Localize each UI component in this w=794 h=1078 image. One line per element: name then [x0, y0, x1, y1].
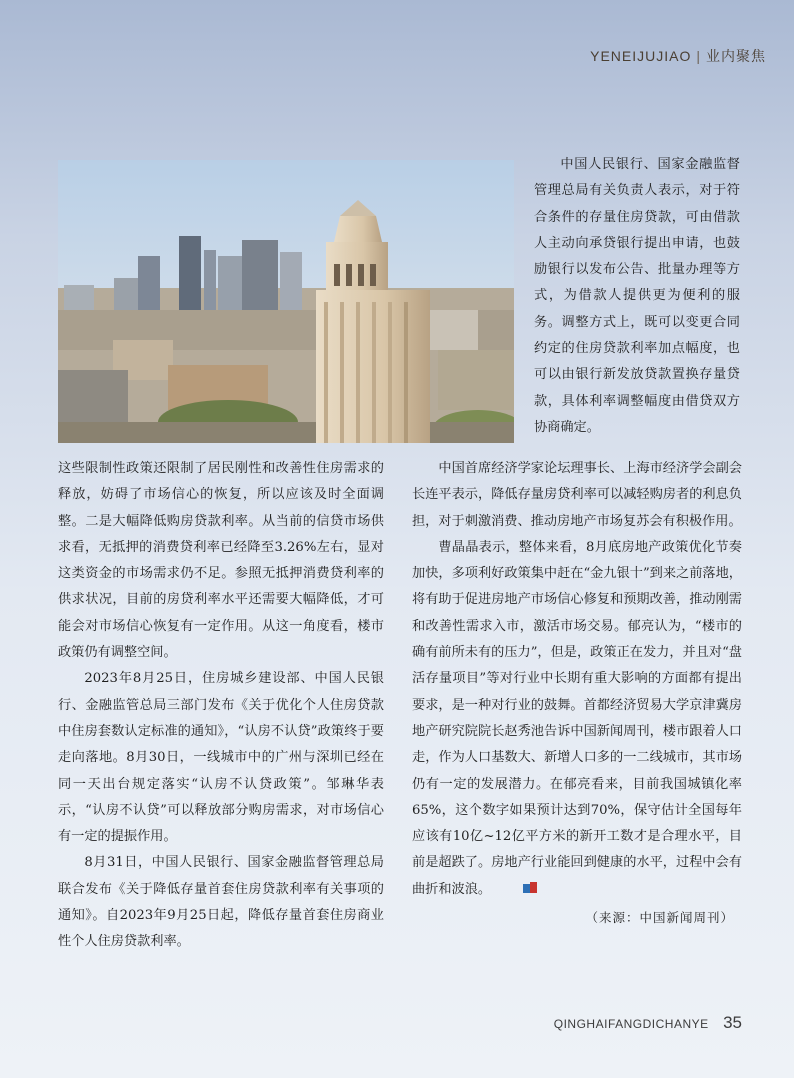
page-header	[590, 46, 766, 66]
city-skyline-photo	[58, 160, 514, 443]
article-column-left	[58, 456, 384, 956]
paragraph-text: 曹晶晶表示，整体来看，8月底房地产政策优化节奏加快，多项利好政策集中赶在“金九银十”到来之前落地，将有助于促进房地产市场信心修复和预期改善，推动刚需和改善性需求入市，激活市场交易。郁亮认为，“楼市的确有前所未有的压力”，但是，政策正在发力，并且对“盘活存量项目”等对行业中长期有重大影响的方面都有提出要求，是一种对行业的鼓舞。首都经济贸易大学京津冀房地产研究院院长赵秀池告诉中国新闻周刊，楼市跟着人口走，作为人口基数大、新增人口多的一二线城市，其市场仍有一定的发展潜力。在郁亮看来，目前我国城镇化率65%，这个数字如果预计达到70%，保守估计全国每年应该有10亿~12亿平方米的新开工数才是合理水平，目前是超跌了。房地产行业能回到健康的水平，过程中会有曲折和波浪。	[412, 539, 742, 897]
article-column-right	[412, 456, 742, 931]
paragraph: 2023年8月25日，住房城乡建设部、中国人民银行、金融监管总局三部门发布《关于优化个人住房贷款中住房套数认定标准的通知》，“认房不认贷”政策终于要走向落地。8月30日，一线城市中的广州与深圳已经在同一天出台规定落实“认房不认贷政策”。邹琳华表示，“认房不认贷”可以释放部分购房需求，对市场信心有一定的提振作用。	[58, 671, 384, 845]
end-mark-icon	[495, 879, 537, 905]
header-separator: |	[696, 48, 701, 64]
paragraph	[412, 535, 742, 905]
article-source: （来源：中国新闻周刊）	[585, 911, 734, 926]
paragraph: 8月31日，中国人民银行、国家金融监督管理总局联合发布《关于降低存量首套住房贷款利率有关事项的通知》。自2023年9月25日起，降低存量首套住房商业性个人住房贷款利率。	[58, 855, 384, 950]
section-title: 业内聚焦	[706, 48, 766, 64]
magazine-pinyin: YENEIJUJIAO	[590, 48, 692, 64]
page-number: 35	[723, 1013, 742, 1032]
paragraph: 中国人民银行、国家金融监督管理总局有关负责人表示，对于符合条件的存量住房贷款，可由借款人主动向承贷银行提出申请，也鼓励银行以发布公告、批量办理等方式，为借款人提供更为便利的服务。调整方式上，既可以变更合同约定的住房贷款利率加点幅度，也可以由银行新发放贷款置换存量贷款，具体利率调整幅度由借贷双方协商确定。	[534, 157, 740, 435]
paragraph: 这些限制性政策还限制了居民刚性和改善性住房需求的释放，妨碍了市场信心的恢复，所以应该及时全面调整。二是大幅降低购房贷款利率。从当前的信贷市场供求看，无抵押的消费贷利率已经降至3.26%左右，显对这类资金的市场需求仍不足。参照无抵押消费贷利率的供求状况，目前的房贷利率水平还需要大幅降低，才可能会对市场信心恢复有一定作用。从这一角度看，楼市政策仍有调整空间。	[58, 461, 384, 661]
article-column-upper-right	[534, 152, 740, 441]
magazine-name: QINGHAIFANGDICHANYE	[553, 1017, 709, 1031]
paragraph: 中国首席经济学家论坛理事长、上海市经济学会副会长连平表示，降低存量房贷利率可以减轻购房者的利息负担，对于刺激消费、推动房地产市场复苏会有积极作用。	[412, 461, 742, 529]
page-footer	[554, 1013, 742, 1033]
